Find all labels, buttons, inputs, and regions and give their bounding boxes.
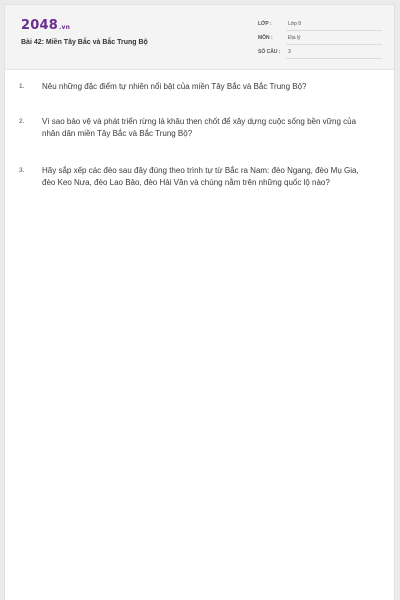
question-text: Vì sao bảo vệ và phát triển rừng là khâu then chốt để xây dựng cuộc sống bền vững của nhân dân miền Tây Bắc và Bắc Trung Bộ? <box>42 117 357 138</box>
site-logo[interactable] <box>21 19 70 35</box>
question-text: Nêu những đặc điểm tự nhiên nổi bật của miền Tây Bắc và Bắc Trung Bộ? <box>42 82 307 91</box>
worksheet-page <box>4 4 395 600</box>
meta-divider <box>286 30 382 31</box>
meta-class-row <box>255 21 382 32</box>
lesson-title: Bài 42: Miền Tây Bắc và Bắc Trung Bộ <box>21 39 148 46</box>
meta-subject-label: MÔN : <box>258 35 273 41</box>
meta-class-label: LỚP : <box>258 21 272 27</box>
meta-divider <box>286 58 382 59</box>
question-number: 1. <box>19 83 25 90</box>
meta-subject-row <box>255 35 382 46</box>
question-number: 3. <box>19 167 25 174</box>
question-number: 2. <box>19 118 25 125</box>
meta-count-label: SỐ CÂU : <box>258 49 281 55</box>
meta-subject-value: Địa lý <box>288 35 301 41</box>
meta-divider <box>286 44 382 45</box>
logo-suffix: .vn <box>58 24 71 31</box>
logo-text: 2048 <box>21 18 58 33</box>
question-text: Hãy sắp xếp các đèo sau đây đúng theo trình tự từ Bắc ra Nam: đèo Ngang, đèo Mụ Gia, đèo Keo Nưa, đèo Lao Bảo, đèo Hải Vân và chúng nằm trên những quốc lộ nào? <box>42 166 359 187</box>
worksheet-header <box>5 5 394 70</box>
meta-class-value: Lớp 8 <box>288 21 302 27</box>
meta-count-row <box>255 49 382 60</box>
meta-count-value: 3 <box>288 49 291 55</box>
